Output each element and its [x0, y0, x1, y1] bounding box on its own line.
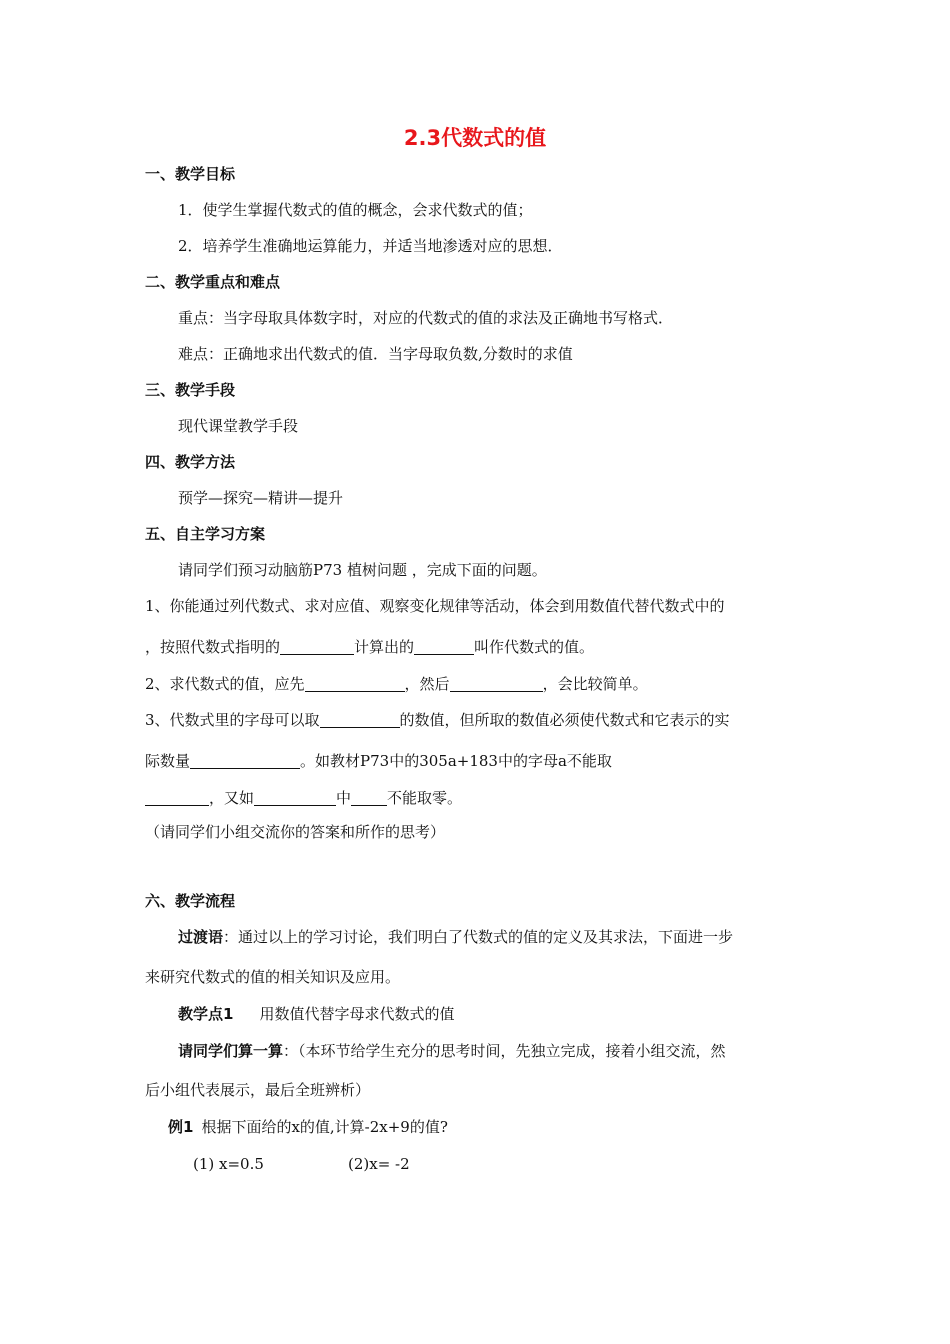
q2-text-b: ，然后 [404, 675, 450, 693]
transition-text: ：通过以上的学习讨论，我们明白了代数式的值的定义及其求法，下面进一步 [223, 928, 734, 946]
transition-label: 过渡语 [178, 928, 224, 946]
calc-label: 请同学们算一算 [178, 1042, 284, 1060]
difficulty-text: 难点：正确地求出代数式的值．当字母取负数,分数时的求值 [178, 345, 573, 363]
answer-blank[interactable] [351, 789, 387, 806]
q1-text-a: ，按照代数式指明的 [145, 638, 281, 656]
q3-text-g: 不能取零。 [387, 789, 463, 807]
section-heading-self-study: 五、自主学习方案 [145, 525, 266, 543]
q3-text-b: 的数值，但所取的数值必须使代数式和它表示的实 [399, 711, 730, 729]
q3-text-d: 。如教材P73中的305a+183中的字母a不能取 [300, 752, 612, 770]
transition-line-1 [178, 927, 733, 947]
section-heading-teaching-means: 三、教学手段 [145, 381, 236, 399]
discussion-note: （请同学们小组交流你的答案和所作的思考） [145, 823, 446, 841]
teaching-point-label: 教学点1 [178, 1005, 234, 1023]
section-heading-key-points: 二、教学重点和难点 [145, 273, 281, 291]
goal-item-1: 1．使学生掌握代数式的值的概念，会求代数式的值； [178, 201, 533, 219]
answer-blank[interactable] [190, 752, 300, 769]
q2-text-c: ，会比较简单。 [542, 675, 648, 693]
example-case-2: (2)x= -2 [348, 1155, 410, 1173]
question-2 [145, 674, 648, 694]
self-study-intro: 请同学们预习动脑筋P73 植树问题 ，完成下面的问题。 [178, 561, 547, 579]
transition-line-2: 来研究代数式的值的相关知识及应用。 [145, 968, 401, 986]
example-case-1: (1) x=0.5 [193, 1155, 264, 1173]
q3-text-f: 中 [336, 789, 352, 807]
section-heading-teaching-goals: 一、教学目标 [145, 165, 236, 183]
q3-text-c: 际数量 [145, 752, 191, 770]
q1-text-c: 叫作代数式的值。 [474, 638, 595, 656]
teaching-method-text: 预学—探究—精讲—提升 [178, 489, 344, 507]
teaching-point-text: 用数值代替字母求代数式的值 [259, 1005, 455, 1023]
section-heading-teaching-process: 六、教学流程 [145, 892, 236, 910]
question-1-line-2 [145, 637, 594, 657]
answer-blank[interactable] [450, 675, 543, 692]
answer-blank[interactable] [145, 789, 209, 806]
question-3-line-1 [145, 710, 730, 730]
answer-blank[interactable] [414, 638, 474, 655]
teaching-means-text: 现代课堂教学手段 [178, 417, 299, 435]
key-point-text: 重点：当字母取具体数字时，对应的代数式的值的求法及正确地书写格式． [178, 309, 674, 327]
calc-line-2: 后小组代表展示，最后全班辨析） [145, 1081, 371, 1099]
calc-text: ：（本环节给学生充分的思考时间，先独立完成，接着小组交流，然 [283, 1042, 726, 1060]
answer-blank[interactable] [280, 638, 354, 655]
example-label: 例1 [168, 1118, 194, 1136]
q2-text-a: 2、求代数式的值，应先 [145, 675, 305, 693]
question-3-line-2 [145, 751, 612, 771]
example-1 [168, 1117, 448, 1137]
q3-text-e: ，又如 [209, 789, 255, 807]
section-heading-teaching-method: 四、教学方法 [145, 453, 236, 471]
answer-blank[interactable] [254, 789, 336, 806]
q3-text-a: 3、代数式里的字母可以取 [145, 711, 320, 729]
calc-line-1 [178, 1041, 726, 1061]
question-1-line-1: 1、你能通过列代数式、求对应值、观察变化规律等活动，体会到用数值代替代数式中的 [145, 597, 725, 615]
teaching-point-1 [178, 1004, 454, 1024]
example-text: 根据下面给的x的值,计算-2x+9的值? [201, 1118, 448, 1136]
answer-blank[interactable] [320, 711, 400, 728]
question-3-line-3 [145, 788, 462, 808]
q1-text-b: 计算出的 [354, 638, 415, 656]
goal-item-2: 2．培养学生准确地运算能力，并适当地渗透对应的思想． [178, 237, 563, 255]
answer-blank[interactable] [305, 675, 405, 692]
page-title: 2.3代数式的值 [403, 126, 547, 150]
